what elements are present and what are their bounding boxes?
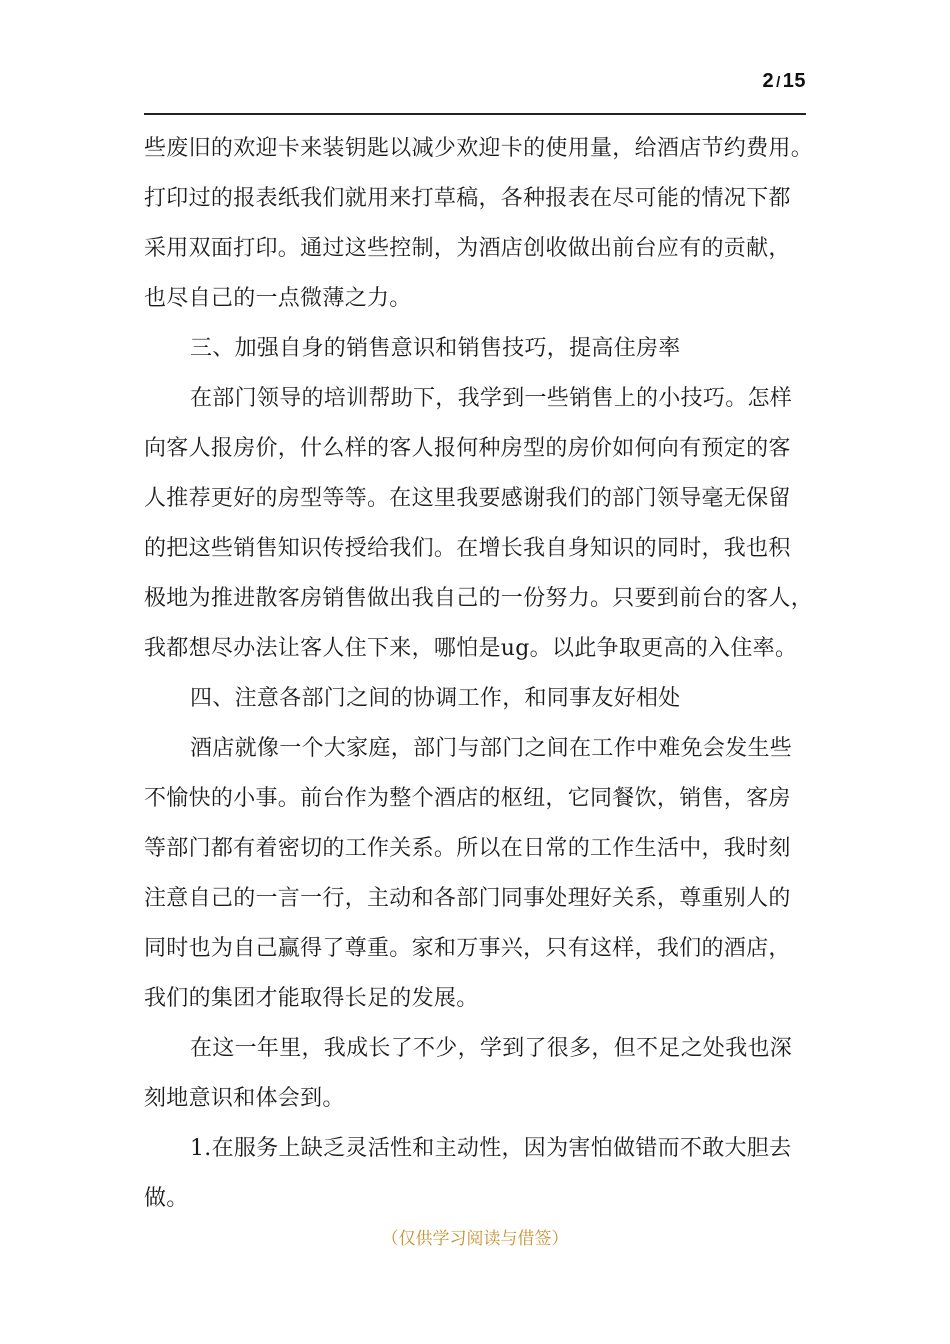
text-line: 做。 [144,1186,189,1211]
page-total: 15 [782,70,806,92]
text-line: 等部门都有着密切的工作关系。所以在日常的工作生活中，我时刻 [144,836,791,861]
text-line: 酒店就像一个大家庭，部门与部门之间在工作中难免会发生些 [190,736,793,761]
text-line: 注意自己的一言一行，主动和各部门同事处理好关系，尊重别人的 [144,886,791,911]
text-line: 我都想尽办法让客人住下来，哪怕是ug。以此争取更高的入住率。 [144,636,798,661]
text-line: 在这一年里，我成长了不少，学到了很多，但不足之处我也深 [190,1036,793,1061]
text-line: 采用双面打印。通过这些控制，为酒店创收做出前台应有的贡献， [144,236,791,261]
text-line: 同时也为自己赢得了尊重。家和万事兴，只有这样，我们的酒店， [144,936,791,961]
text-line: 些废旧的欢迎卡来装钥匙以减少欢迎卡的使用量，给酒店节约费用。 [144,136,814,161]
text-line: 向客人报房价，什么样的客人报何种房型的房价如何向有预定的客 [144,436,791,461]
text-line: 在部门领导的培训帮助下，我学到一些销售上的小技巧。怎样 [190,386,793,411]
page-number [762,70,806,93]
text-line: 极地为推进散客房销售做出我自己的一份努力。只要到前台的客人， [144,586,814,611]
page-current: 2 [762,70,775,92]
document-body [144,124,814,1224]
text-line: 的把这些销售知识传授给我们。在增长我自身知识的同时，我也积 [144,536,791,561]
header-divider [144,113,806,115]
text-line: 1.在服务上缺乏灵活性和主动性，因为害怕做错而不敢大胆去 [190,1136,792,1161]
page-separator: / [776,74,781,91]
text-line: 我们的集团才能取得长足的发展。 [144,986,479,1011]
text-line: 也尽自己的一点微薄之力。 [144,286,412,311]
text-line: 不愉快的小事。前台作为整个酒店的枢纽，它同餐饮，销售，客房 [144,786,791,811]
text-line: 打印过的报表纸我们就用来打草稿，各种报表在尽可能的情况下都 [144,186,791,211]
footer-note: （仅供学习阅读与借签） [381,1229,569,1249]
text-line: 四、注意各部门之间的协调工作，和同事友好相处 [190,686,681,711]
text-line: 人推荐更好的房型等等。在这里我要感谢我们的部门领导毫无保留 [144,486,791,511]
text-line: 刻地意识和体会到。 [144,1086,345,1111]
text-line: 三、加强自身的销售意识和销售技巧，提高住房率 [190,336,681,361]
